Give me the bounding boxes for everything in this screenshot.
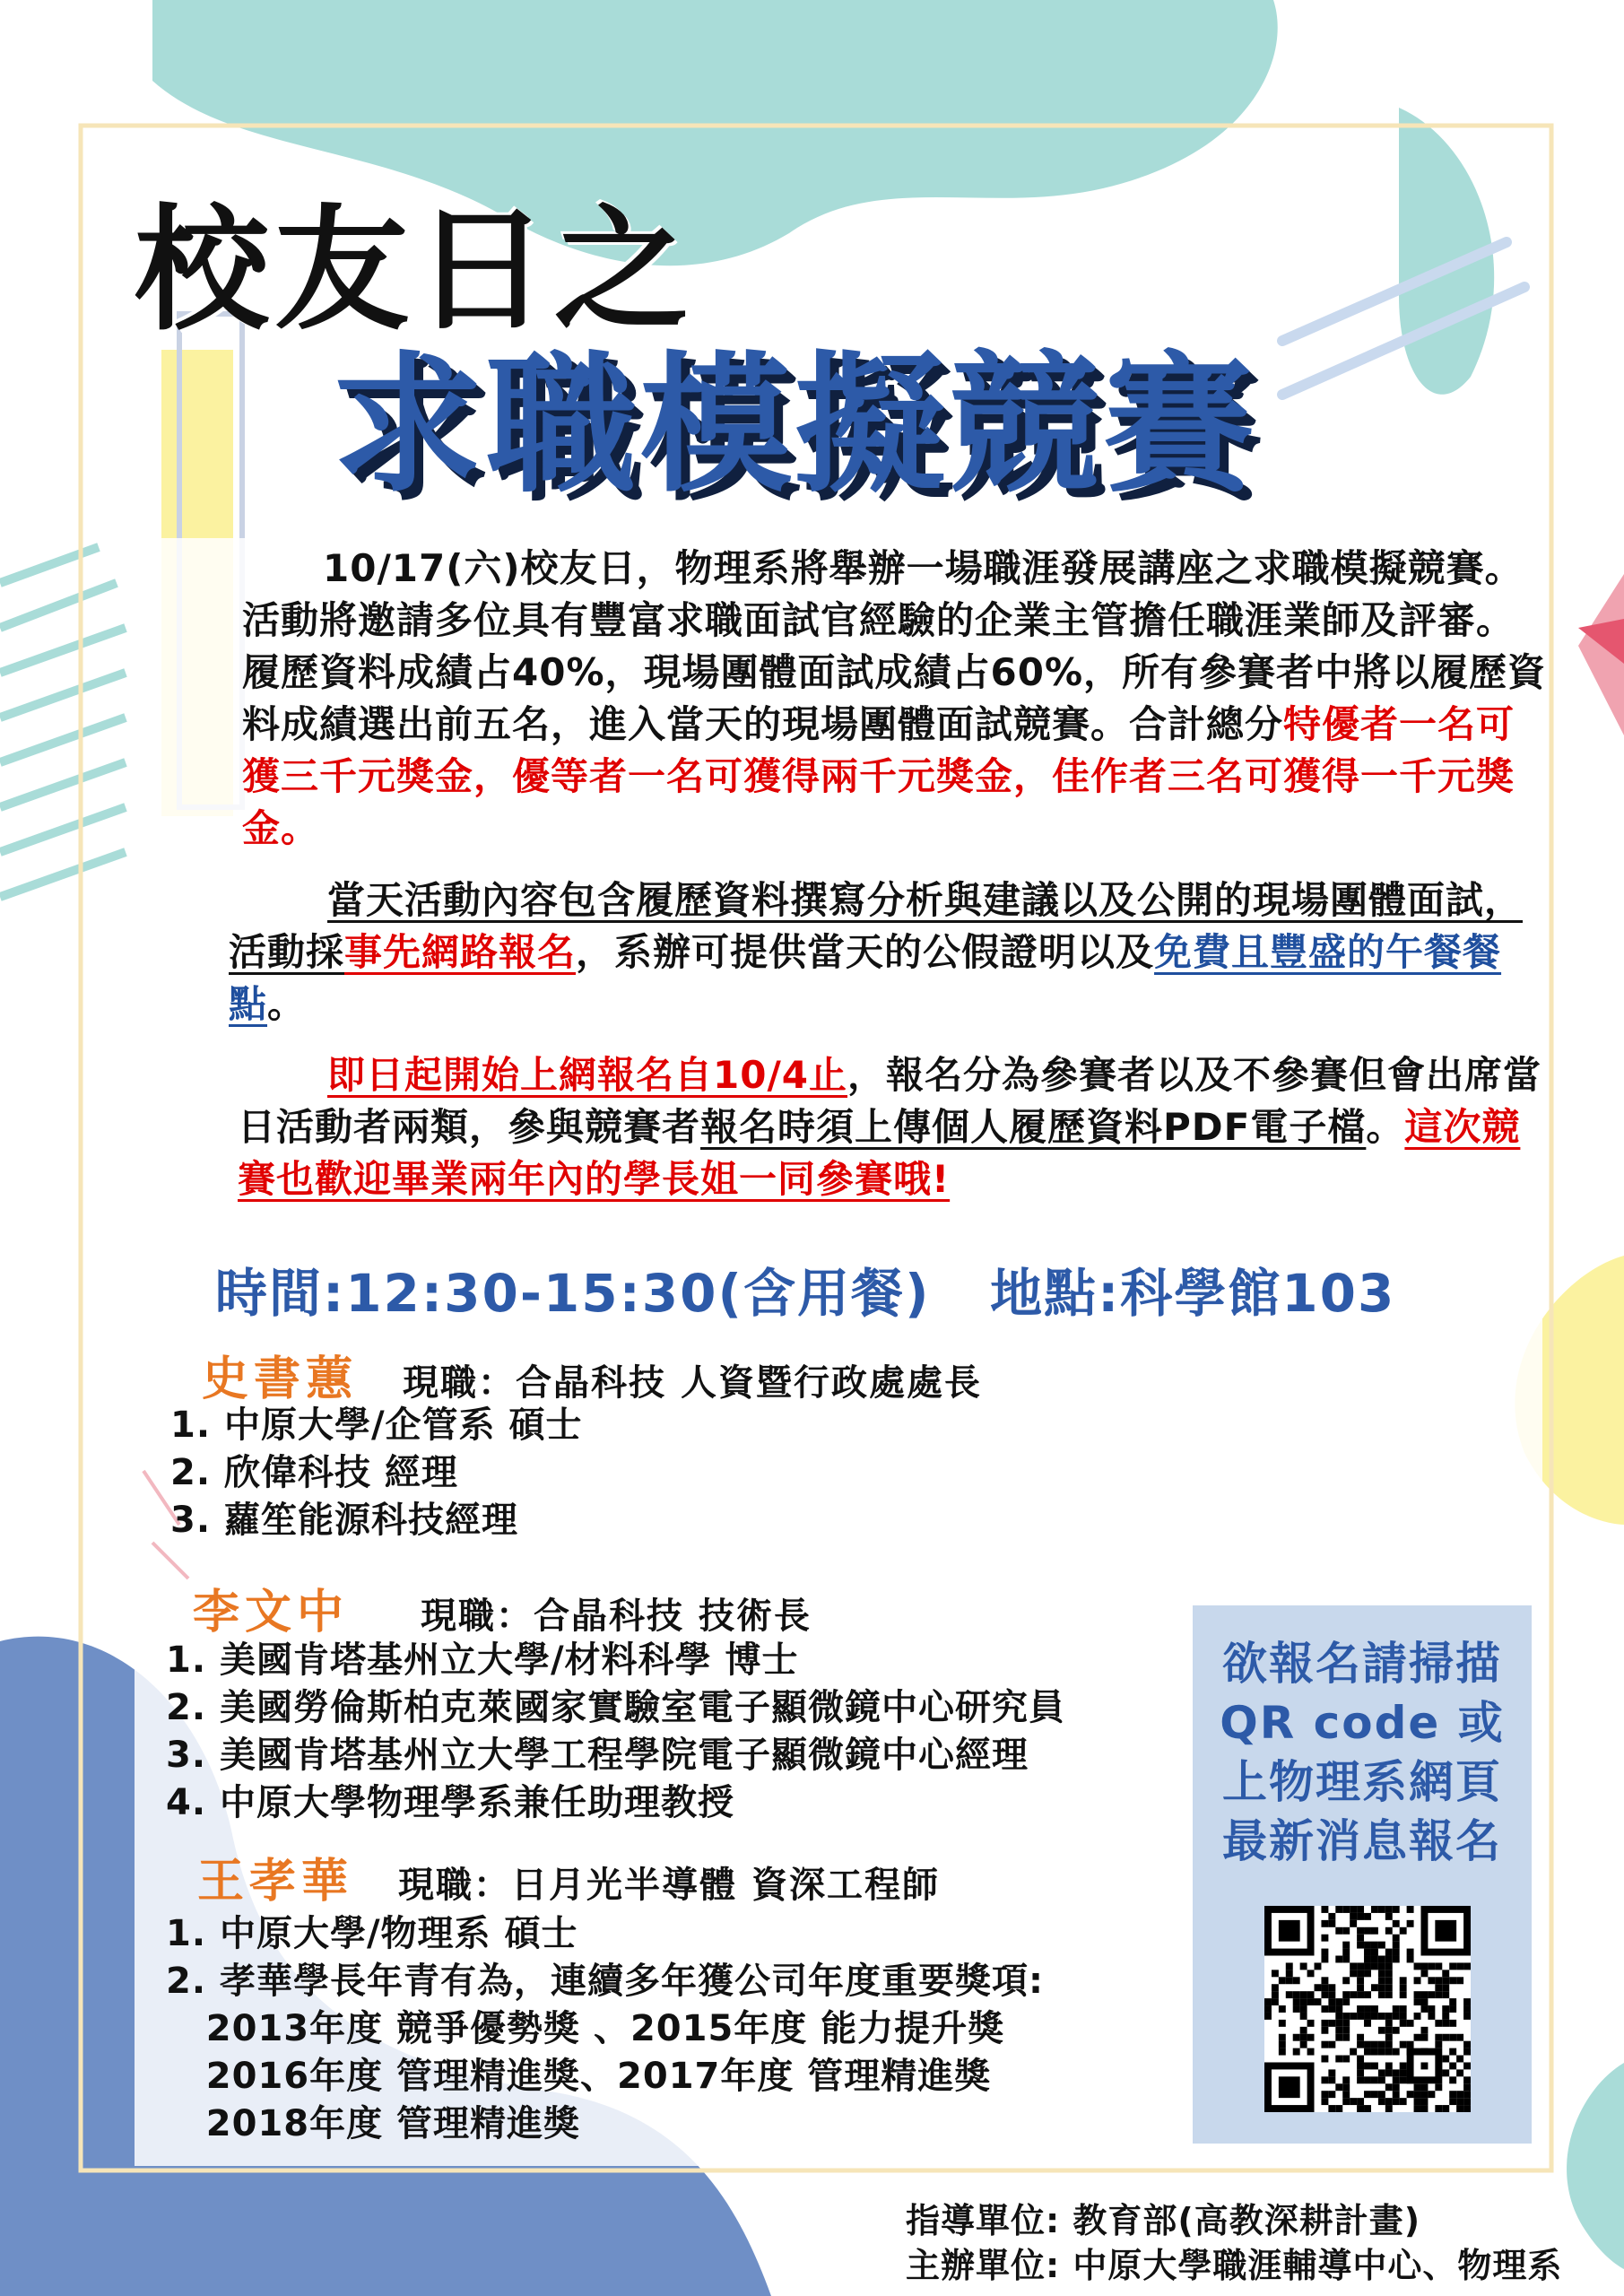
- registration-deadline-text: 即日起開始上網報名自10/4止: [327, 1053, 848, 1097]
- paragraph-registration-text-b: 。: [1366, 1105, 1405, 1149]
- online-registration-text: 事先網路報名: [344, 930, 577, 974]
- list-item: 2. 美國勞倫斯柏克萊國家實驗室電子顯微鏡中心研究員: [166, 1687, 1065, 1728]
- speaker-3-list: [166, 1910, 1044, 2148]
- paragraph-registration: [238, 1049, 1551, 1205]
- list-item: 2016年度 管理精進獎、2017年度 管理精進獎: [166, 2056, 992, 2097]
- qr-text-line: 最新消息報名: [1222, 1815, 1502, 1867]
- prize-text: 特優者一名可獲三千元獎金，優等者一名可獲得兩千元獎金，佳作者三名可獲得一千元獎金。: [242, 702, 1515, 850]
- paragraph-activity-text-b: ，系辦可提供當天的公假證明以及: [576, 930, 1155, 974]
- qr-instructions: [1202, 1634, 1523, 1871]
- paragraph-activity-text: 當天活動內容包含履歷資料撰寫分析與建議以及公開的現場團體面試，活動採: [229, 878, 1524, 974]
- speaker-2-name: 李文中: [193, 1586, 350, 1639]
- time-place: 時間:12:30-15:30(含用餐) 地點:科學館103: [215, 1263, 1396, 1324]
- paragraph-activity: [229, 874, 1551, 1031]
- list-item: 2018年度 管理精進獎: [166, 2103, 581, 2144]
- speaker-1-role: 現職：合晶科技 人資暨行政處處長: [403, 1362, 982, 1404]
- list-item: 2013年度 競爭優勢獎 、2015年度 能力提升獎: [166, 2008, 1005, 2049]
- paragraph-intro-text: 10/17(六)校友日，物理系將舉辦一場職涯發展講座之求職模擬競賽。活動將邀請多位具有豐富求職面試官經驗的企業主管擔任職涯業師及評審。履歷資料成績占40%，現場團體面試成績占60%，所有參賽者中將以履歷資料成績選出前五名，進入當天的現場團體面試競賽。合計總分: [242, 546, 1547, 746]
- speaker-2-header: [193, 1574, 812, 1641]
- qr-text-line: 上物理系網頁: [1222, 1756, 1502, 1808]
- speaker-3-role: 現職：日月光半導體 資深工程師: [398, 1865, 940, 1906]
- list-item: 1. 中原大學/物理系 碩士: [166, 1913, 578, 1954]
- speaker-3-header: [197, 1843, 940, 1910]
- list-item: 2. 孝華學長年青有為，連續多年獲公司年度重要獎項:: [166, 1961, 1044, 2002]
- speaker-1-list: [170, 1402, 583, 1544]
- list-item: 4. 中原大學物理學系兼任助理教授: [166, 1782, 734, 1823]
- footer-supervisor: 指導單位: 教育部(高教深耕計畫): [906, 2201, 1421, 2240]
- qr-code-icon[interactable]: [1264, 1906, 1471, 2112]
- title-top: 校友日之: [135, 193, 695, 349]
- upload-resume-text: 報名時須上傳個人履歷資料PDF電子檔: [700, 1105, 1367, 1149]
- paragraph-activity-text-c: 。: [267, 982, 307, 1026]
- alumni-welcome-text: 這次競賽也歡迎畢業兩年內的學長姐一同參賽哦!: [238, 1105, 1521, 1201]
- title-main: 求職模擬競賽: [332, 337, 1257, 513]
- list-item: 3. 美國肯塔基州立大學工程學院電子顯微鏡中心經理: [166, 1735, 1029, 1776]
- list-item: 3. 蘿笙能源科技經理: [170, 1500, 518, 1541]
- speaker-3-name: 王孝華: [197, 1855, 354, 1909]
- speaker-2-role: 現職：合晶科技 技術長: [421, 1596, 812, 1637]
- speaker-1-header: [202, 1341, 982, 1408]
- list-item: 1. 中原大學/企管系 碩士: [170, 1405, 583, 1446]
- qr-text-line: 欲報名請掃描: [1222, 1638, 1502, 1690]
- paragraph-intro: [242, 543, 1551, 855]
- free-lunch-text: 免費且豐盛的午餐餐點: [229, 930, 1502, 1026]
- list-item: 1. 美國肯塔基州立大學/材料科學 博士: [166, 1639, 799, 1681]
- paragraph-registration-text: ，報名分為參賽者以及不參賽但會出席當日活動者兩類，參與競賽者: [238, 1053, 1542, 1149]
- qr-text-line: QR code 或: [1220, 1697, 1505, 1749]
- speaker-1-name: 史書蕙: [202, 1352, 359, 1406]
- list-item: 2. 欣偉科技 經理: [170, 1452, 458, 1493]
- footer-organizer: 主辦單位: 中原大學職涯輔導中心、物理系: [906, 2246, 1563, 2285]
- speaker-2-list: [166, 1637, 1065, 1827]
